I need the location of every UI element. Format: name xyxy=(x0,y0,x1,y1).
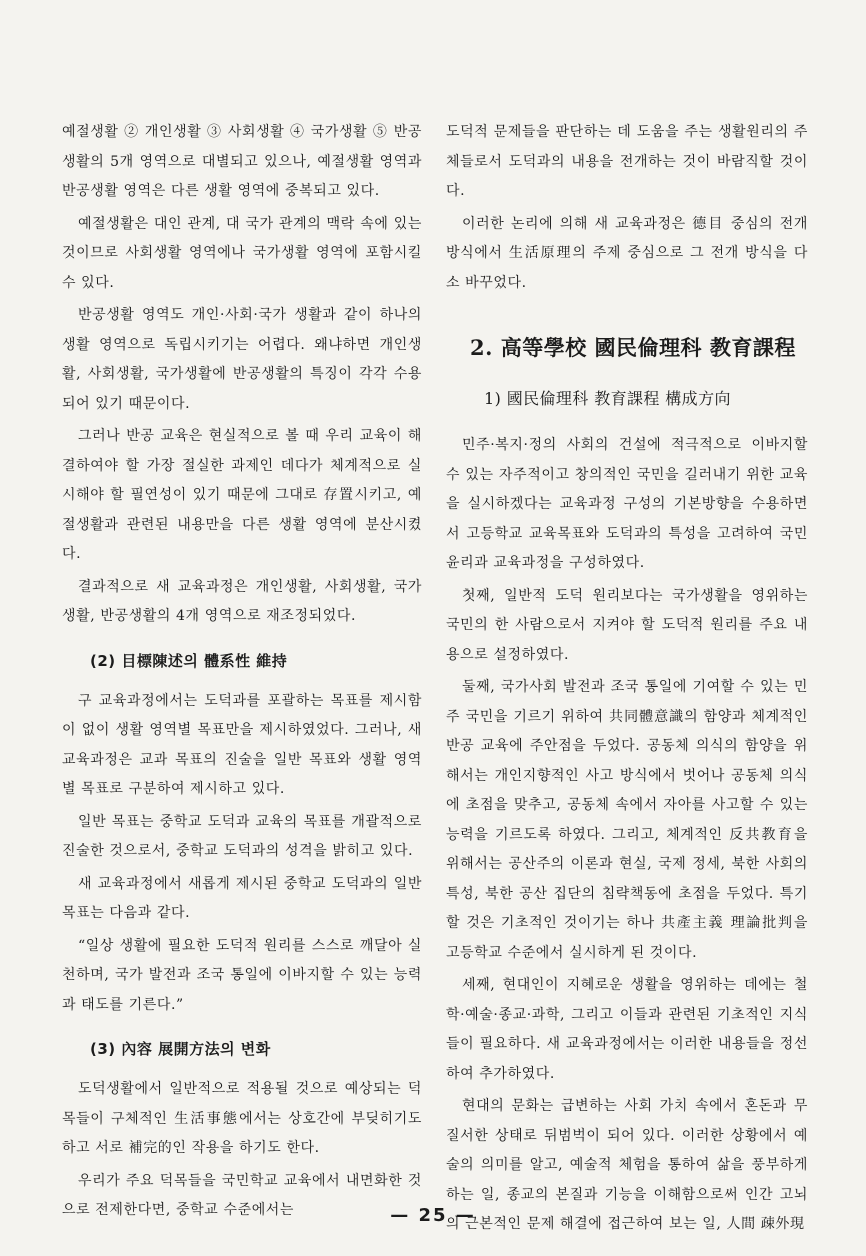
paragraph: 현대의 문화는 급변하는 사회 가치 속에서 혼돈과 무질서한 상태로 뒤범벅이 되어 있다. 이러한 상황에서 예술의 의미를 알고, 예술적 체험을 통하여 삶을 풍부하게 하는 일, 종교의 본질과 기능을 이해함으로써 인간 고뇌의 근본적인 문제 해결에 접근하여 보는 일, 人間 疎外現 xyxy=(446,1098,808,1232)
section-title: 2. 高等學校 國民倫理科 教育課程 xyxy=(470,335,796,360)
paragraph: 이러한 논리에 의해 새 교육과정은 德目 중심의 전개 방식에서 生活原理의 주제 중심으로 그 전개 방식을 다소 바꾸었다. xyxy=(446,215,808,291)
paragraph: 첫째, 일반적 도덕 원리보다는 국가생활을 영위하는 국민의 한 사람으로서 지켜야 할 도덕적 원리를 주요 내용으로 설정하였다. xyxy=(446,587,808,663)
left-column xyxy=(62,118,422,1229)
paragraph: 결과적으로 새 교육과정은 개인생활, 사회생활, 국가생활, 반공생활의 4개 영역으로 재조정되었다. xyxy=(62,578,422,624)
paragraph: 세째, 현대인이 지혜로운 생활을 영위하는 데에는 철학·예술·종교·과학, 그리고 이들과 관련된 기초적인 지식들이 필요하다. 새 교육과정에서는 이러한 내용들을 정선하여 추가하였다. xyxy=(446,977,808,1082)
paragraph: 반공생활 영역도 개인·사회·국가 생활과 같이 하나의 생활 영역으로 독립시키기는 어렵다. 왜냐하면 개인생활, 사회생활, 국가생활에 반공생활의 특징이 각각 수용되어 있기 때문이다. xyxy=(62,307,422,412)
right-column xyxy=(446,118,808,1243)
paragraph: 민주·복지·정의 사회의 건설에 적극적으로 이바지할 수 있는 자주적이고 창의적인 국민을 길러내기 위한 교육을 실시하겠다는 교육과정 구성의 기본방향을 수용하면서 고등학교 교육목표와 도덕과의 특성을 고려하여 국민윤리과 교육과정을 구성하였다. xyxy=(446,437,808,571)
paragraph: 새 교육과정에서 새롭게 제시된 중학교 도덕과의 일반 목표는 다음과 같다. xyxy=(62,875,422,921)
paragraph: 구 교육과정에서는 도덕과를 포괄하는 목표를 제시함이 없이 생활 영역별 목표만을 제시하였었다. 그러나, 새 교육과정은 교과 목표의 진술을 일반 목표와 생활 영역별 목표로 구분하여 제시하고 있다. xyxy=(62,692,422,797)
subsection-heading: (3) 內容 展開方法의 변화 xyxy=(90,1040,271,1058)
paragraph: 둘째, 국가사회 발전과 조국 통일에 기여할 수 있는 민주 국민을 기르기 위하여 共同體意識의 함양과 체계적인 반공 교육에 주안점을 두었다. 공동체 의식의 함양을 위해서는 개인지향적인 사고 방식에서 벗어나 공동체 의식에 초점을 맞추고, 공동체 속에서 자아를 사고할 수 있는 능력을 기르도록 하였다. 그리고, 체계적인 反共教育을 위해서는 공산주의 이론과 현실, 국제 정세, 북한 사회의 특성, 북한 공산 집단의 침략책동에 초점을 두었다. 특기할 것은 기초적인 것이기는 하나 共產主義 理論批判을 고등학교 수준에서 실시하게 된 것이다. xyxy=(446,679,808,961)
page-number: — 25 — xyxy=(390,1205,476,1226)
subsection-heading: (2) 目標陳述의 體系性 維持 xyxy=(90,651,288,670)
paragraph: 도덕생활에서 일반적으로 적용될 것으로 예상되는 덕목들이 구체적인 生活事態에서는 상호간에 부딪히기도 하고 서로 補完的인 작용을 하기도 한다. xyxy=(62,1081,422,1156)
paragraph: 예절생활 ② 개인생활 ③ 사회생활 ④ 국가생활 ⑤ 반공생활의 5개 영역으로 대별되고 있으나, 예절생활 영역과 반공생활 영역은 다른 생활 영역에 중복되고 있다. xyxy=(62,124,422,199)
paragraph: 도덕적 문제들을 판단하는 데 도움을 주는 생활원리의 주체들로서 도덕과의 내용을 전개하는 것이 바람직할 것이다. xyxy=(446,124,808,199)
paragraph: 일반 목표는 중학교 도덕과 교육의 목표를 개괄적으로 진술한 것으로서, 중학교 도덕과의 성격을 밝히고 있다. xyxy=(62,813,422,859)
paragraph: 그러나 반공 교육은 현실적으로 볼 때 우리 교육이 해결하여야 할 가장 절실한 과제인 데다가 체계적으로 실시해야 할 필연성이 있기 때문에 그대로 存置시키고, 예절생활과 관련된 내용만을 다른 생활 영역에 분산시켰다. xyxy=(62,428,422,562)
quoted-paragraph: “일상 생활에 필요한 도덕적 원리를 스스로 깨달아 실천하며, 국가 발전과 조국 통일에 이바지할 수 있는 능력과 태도를 기른다.” xyxy=(62,937,422,1013)
paragraph: 예절생활은 대인 관계, 대 국가 관계의 맥락 속에 있는 것이므로 사회생활 영역에나 국가생활 영역에 포함시킬 수 있다. xyxy=(62,215,422,291)
section-subtitle: 1) 國民倫理科 教育課程 構成方向 xyxy=(484,389,731,408)
paragraph: 우리가 주요 덕목들을 국민학교 교육에서 내면화한 것으로 전제한다면, 중학교 수준에서는 xyxy=(62,1172,422,1218)
